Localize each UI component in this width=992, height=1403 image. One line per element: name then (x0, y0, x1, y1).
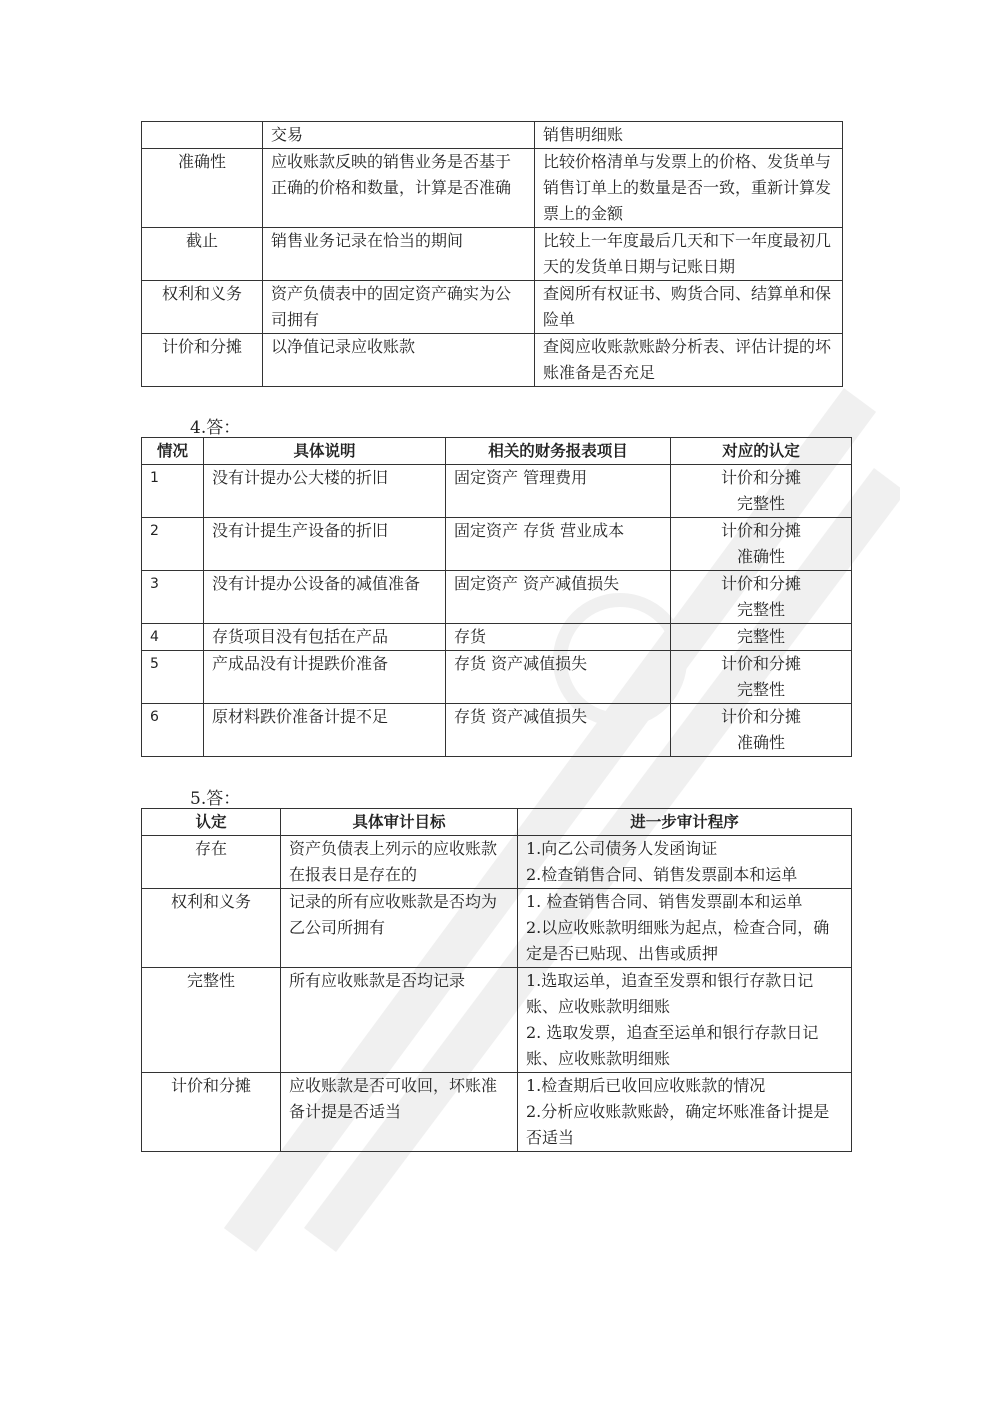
table-cell: 原材料跌价准备计提不足 (204, 704, 446, 757)
table-row (142, 1073, 852, 1152)
table-header-cell: 进一步审计程序 (518, 809, 852, 836)
table-row (142, 228, 843, 281)
table-row (142, 624, 852, 651)
table-cell: 比较上一年度最后几天和下一年度最初几天的发货单日期与记账日期 (535, 228, 843, 281)
table-header-cell: 对应的认定 (671, 438, 852, 465)
table-q4-header-row (142, 438, 852, 465)
table-cell: 计价和分摊 准确性 (671, 518, 852, 571)
table-q4 (141, 437, 852, 757)
table-row (142, 334, 843, 387)
table-row (142, 518, 852, 571)
table-cell: 以净值记录应收账款 (263, 334, 535, 387)
table-cell: 5 (142, 651, 204, 704)
table-row (142, 836, 852, 889)
table-1-header-cell: 交易 (263, 122, 535, 149)
table-row (142, 465, 852, 518)
section-heading-4: 4.答： (190, 418, 241, 438)
table-row (142, 281, 843, 334)
table-header-cell: 具体说明 (204, 438, 446, 465)
table-row (142, 571, 852, 624)
table-cell: 3 (142, 571, 204, 624)
table-cell: 存货项目没有包括在产品 (204, 624, 446, 651)
table-cell: 没有计提办公设备的减值准备 (204, 571, 446, 624)
table-cell: 产成品没有计提跌价准备 (204, 651, 446, 704)
table-cell: 资产负债表中的固定资产确实为公司拥有 (263, 281, 535, 334)
table-cell: 权利和义务 (142, 281, 263, 334)
table-cell: 1.检查期后已收回应收账款的情况 2.分析应收账款账龄，确定坏账准备计提是否适当 (518, 1073, 852, 1152)
table-cell: 资产负债表上列示的应收账款在报表日是存在的 (281, 836, 518, 889)
table-cell: 没有计提办公大楼的折旧 (204, 465, 446, 518)
table-q5 (141, 808, 852, 1152)
table-cell: 计价和分摊 (142, 1073, 281, 1152)
table-row (142, 889, 852, 968)
table-cell: 存货 资产减值损失 (446, 704, 671, 757)
table-cell: 查阅所有权证书、购货合同、结算单和保险单 (535, 281, 843, 334)
table-row (142, 968, 852, 1073)
table-row (142, 704, 852, 757)
table-cell: 计价和分摊 (142, 334, 263, 387)
table-cell: 计价和分摊 完整性 (671, 651, 852, 704)
table-cell: 1. 检查销售合同、销售发票副本和运单 2.以应收账款明细账为起点，检查合同，确定是否已贴现、出售或质押 (518, 889, 852, 968)
table-cell: 销售业务记录在恰当的期间 (263, 228, 535, 281)
table-row (142, 651, 852, 704)
table-cell: 应收账款反映的销售业务是否基于正确的价格和数量，计算是否准确 (263, 149, 535, 228)
table-q5-header-row (142, 809, 852, 836)
table-1-header-row (142, 122, 843, 149)
table-cell: 存货 (446, 624, 671, 651)
table-cell: 查阅应收账款账龄分析表、评估计提的坏账准备是否充足 (535, 334, 843, 387)
table-cell: 没有计提生产设备的折旧 (204, 518, 446, 571)
table-cell: 固定资产 资产减值损失 (446, 571, 671, 624)
table-cell: 完整性 (671, 624, 852, 651)
table-cell: 固定资产 存货 营业成本 (446, 518, 671, 571)
table-cell: 1.选取运单，追查至发票和银行存款日记账、应收账款明细账 2. 选取发票，追查至运单和银行存款日记账、应收账款明细账 (518, 968, 852, 1073)
table-1-header-cell: 销售明细账 (535, 122, 843, 149)
table-cell: 固定资产 管理费用 (446, 465, 671, 518)
table-cell: 准确性 (142, 149, 263, 228)
table-1 (141, 121, 843, 387)
table-cell: 存货 资产减值损失 (446, 651, 671, 704)
table-cell: 存在 (142, 836, 281, 889)
table-cell: 完整性 (142, 968, 281, 1073)
table-header-cell: 情况 (142, 438, 204, 465)
table-cell: 6 (142, 704, 204, 757)
table-cell: 2 (142, 518, 204, 571)
table-cell: 应收账款是否可收回，坏账准备计提是否适当 (281, 1073, 518, 1152)
table-header-cell: 相关的财务报表项目 (446, 438, 671, 465)
table-cell: 4 (142, 624, 204, 651)
table-cell: 计价和分摊 完整性 (671, 571, 852, 624)
table-cell: 所有应收账款是否均记录 (281, 968, 518, 1073)
table-header-cell: 具体审计目标 (281, 809, 518, 836)
table-row (142, 149, 843, 228)
table-cell: 计价和分摊 准确性 (671, 704, 852, 757)
table-1-header-cell (142, 122, 263, 149)
table-header-cell: 认定 (142, 809, 281, 836)
table-cell: 计价和分摊 完整性 (671, 465, 852, 518)
table-cell: 权利和义务 (142, 889, 281, 968)
table-cell: 1 (142, 465, 204, 518)
table-cell: 记录的所有应收账款是否均为乙公司所拥有 (281, 889, 518, 968)
table-cell: 1.向乙公司债务人发函询证 2.检查销售合同、销售发票副本和运单 (518, 836, 852, 889)
section-heading-5: 5.答： (190, 789, 241, 809)
table-cell: 截止 (142, 228, 263, 281)
table-cell: 比较价格清单与发票上的价格、发货单与销售订单上的数量是否一致，重新计算发票上的金额 (535, 149, 843, 228)
